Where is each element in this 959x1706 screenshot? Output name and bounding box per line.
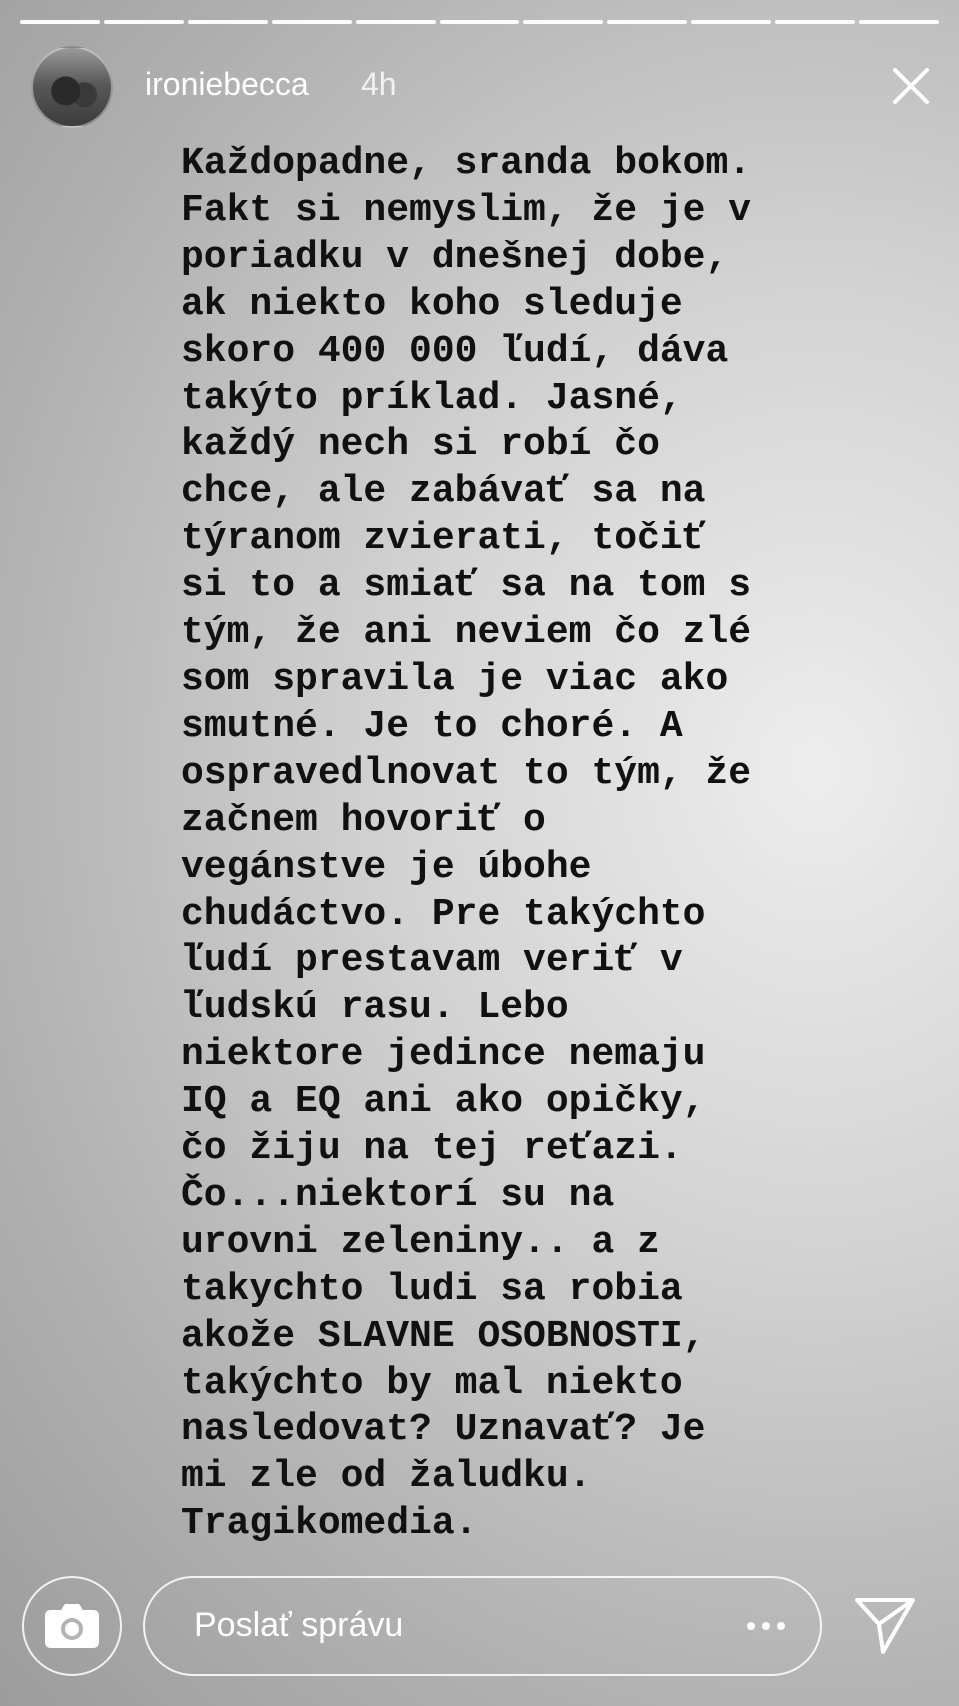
avatar[interactable] <box>31 46 113 128</box>
progress-segment <box>20 20 100 24</box>
progress-segment <box>272 20 352 24</box>
username[interactable]: ironiebecca <box>145 66 309 102</box>
camera-icon <box>45 1604 99 1648</box>
story-text-line: skoro 400 000 ľudí, dáva <box>181 329 729 373</box>
progress-segment <box>775 20 855 24</box>
story-text-line: týranom zvierati, točiť <box>181 517 706 561</box>
reply-bar <box>0 1556 959 1706</box>
story-text-line: Čo...niektorí su na <box>181 1173 615 1217</box>
progress-segment <box>356 20 436 24</box>
story-text-line: začnem hovoriť o <box>181 798 546 842</box>
story-text-line: takýto príklad. Jasné, <box>181 376 683 420</box>
story-text <box>181 141 881 1548</box>
story-text-line: poriadku v dnešnej dobe, <box>181 235 729 279</box>
more-dots-icon <box>746 1610 786 1642</box>
story-text-line: ak niekto koho sleduje <box>181 282 683 326</box>
story-text-line: niektore jedince nemaju <box>181 1033 706 1077</box>
progress-segment <box>859 20 939 24</box>
camera-button[interactable] <box>22 1576 122 1676</box>
message-placeholder: Poslať správu <box>194 1606 404 1644</box>
story-text-line: akože SLAVNE OSOBNOSTI, <box>181 1314 706 1358</box>
message-input[interactable] <box>143 1576 822 1676</box>
story-text-line: som spravila je viac ako <box>181 657 729 701</box>
close-button[interactable] <box>887 62 935 110</box>
progress-segment <box>440 20 520 24</box>
story-header <box>31 46 935 128</box>
story-text-line: chce, ale zabávať sa na <box>181 470 706 514</box>
story-text-line: takýchto by mal niekto <box>181 1361 683 1405</box>
progress-segment <box>607 20 687 24</box>
story-text-line: Fakt si nemyslim, že je v <box>181 188 752 232</box>
post-time: 4h <box>361 66 397 102</box>
progress-segment <box>523 20 603 24</box>
story-progress-bar <box>20 20 939 24</box>
story-text-line: takychto ludi sa robia <box>181 1267 683 1311</box>
story-text-line: urovni zeleniny.. a z <box>181 1220 660 1264</box>
send-button[interactable] <box>854 1594 916 1656</box>
story-text-line: ospravedlnovat to tým, že <box>181 751 752 795</box>
story-text-line: Každopadne, sranda bokom. <box>181 142 752 185</box>
story-text-line: IQ a EQ ani ako opičky, <box>181 1080 706 1124</box>
story-text-line: čo žiju na tej reťazi. <box>181 1127 683 1171</box>
send-icon <box>854 1594 916 1656</box>
story-text-line: ľudskú rasu. Lebo <box>181 986 569 1030</box>
story-text-line: vegánstve je úbohe <box>181 845 592 889</box>
story-text-line: každý nech si robí čo <box>181 423 660 467</box>
progress-segment <box>104 20 184 24</box>
story-text-line: ľudí prestavam veriť v <box>181 939 683 983</box>
story-text-line: mi zle od žaludku. <box>181 1455 592 1499</box>
close-icon <box>887 62 935 110</box>
story-text-line: Tragikomedia. <box>181 1502 478 1546</box>
story-text-line: nasledovat? Uznavať? Je <box>181 1408 706 1452</box>
progress-segment <box>188 20 268 24</box>
story-text-line: si to a smiať sa na tom s <box>181 564 752 608</box>
more-options-button[interactable] <box>746 1610 786 1642</box>
story-text-line: smutné. Je to choré. A <box>181 704 683 748</box>
story-text-line: chudáctvo. Pre takýchto <box>181 892 706 936</box>
progress-segment <box>691 20 771 24</box>
story-text-line: tým, že ani neviem čo zlé <box>181 611 752 655</box>
